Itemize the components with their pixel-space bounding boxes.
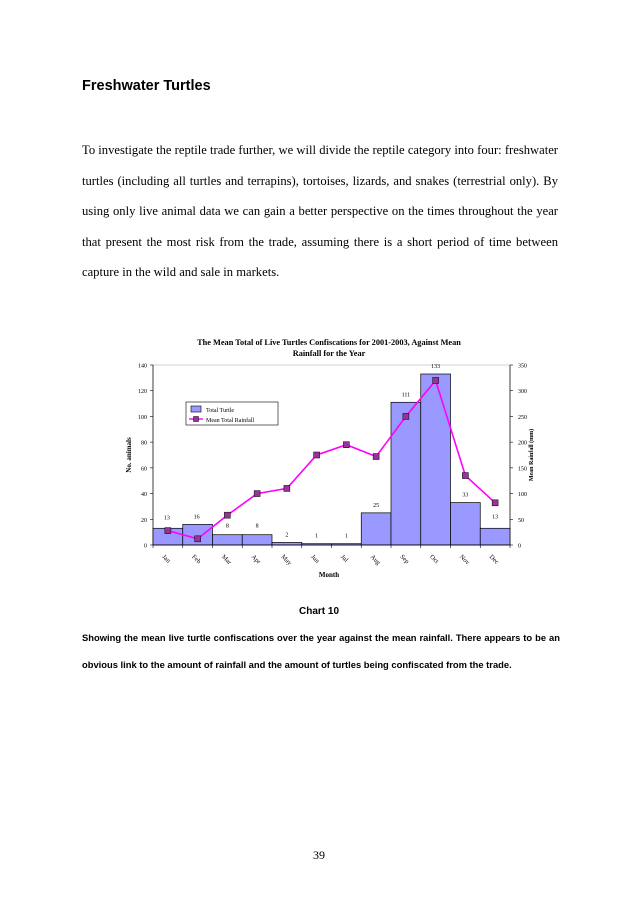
rainfall-marker [165,528,171,534]
bar-data-label: 1 [315,533,319,540]
rainfall-marker [433,377,439,383]
bar-data-label: 133 [431,364,441,370]
bar [272,542,302,545]
x-tick-label: Aug [368,553,382,567]
x-tick-label: Apr [249,553,262,566]
rainfall-marker [314,452,320,458]
bar-data-label: 33 [462,492,469,499]
bar [213,535,243,545]
bar-data-label: 13 [163,515,170,522]
legend-label-bars: Total Turtle [206,408,235,414]
y-tick-label-left: 60 [141,466,147,473]
chart-title-line2: Rainfall for the Year [292,349,366,358]
page-number: 39 [313,848,325,862]
x-tick-label: Jan [160,553,172,565]
chart-title: The Mean Total of Live Turtles Confiscations for 2001-2003, Against Mean [197,338,461,347]
rainfall-marker [403,413,409,419]
x-tick-label: Jul [338,553,350,564]
rainfall-marker [343,442,349,448]
rainfall-marker [373,454,379,460]
y-tick-label-left: 100 [138,414,147,421]
y-axis-title-right: Mean Rainfall (mm) [529,428,535,482]
rainfall-marker [224,512,230,518]
y-tick-label-left: 140 [138,363,147,370]
bar-data-label: 8 [255,523,259,530]
rainfall-marker [492,500,498,506]
y-tick-label-right: 50 [518,517,524,524]
y-tick-label-left: 120 [138,389,147,396]
x-tick-label: Jun [309,553,321,565]
rainfall-marker [195,536,201,542]
bar-data-label: 1 [344,533,348,540]
x-axis-title: Month [318,571,340,579]
y-tick-label-left: 80 [141,440,147,447]
bar [391,402,421,545]
bar-data-label: 8 [225,523,229,530]
chart-caption-text [82,624,560,678]
x-tick-label: Dec [487,553,501,566]
x-tick-label: Feb [190,553,203,566]
x-tick-label: Mar [219,553,233,567]
bar [361,513,391,545]
y-tick-label-left: 20 [141,517,147,524]
y-tick-label-right: 0 [518,543,521,550]
x-tick-label: Nov [457,553,471,567]
x-tick-label: Oct [428,553,440,566]
bar-data-label: 25 [373,502,380,509]
caption-paragraph: Showing the mean live turtle confiscations over the year against the mean rainfall. There appears to be an obvious link to the amount of rainfall and the amount of turtles being confiscated from the trade. [82,632,560,670]
rainfall-marker [284,485,290,491]
bar [480,528,510,545]
legend-label-line: Mean Total Rainfall [206,418,255,424]
y-tick-label-right: 300 [518,389,527,396]
y-tick-label-right: 250 [518,414,527,421]
legend-bar-swatch [191,406,201,412]
y-tick-label-left: 40 [141,492,147,499]
section-heading: Freshwater Turtles [82,78,211,94]
rainfall-marker [254,491,260,497]
y-tick-label-right: 350 [518,363,527,370]
paragraph-text: To investigate the reptile trade further, we will divide the reptile category into four: freshwater turtles (including all turtles and terrapins), tortoises, lizards, and snakes (terrestrial only). By using only live animal data we can gain a better perspective on the times throughout the year that present the most risk from the trade, assuming there is a short period of time between capture in the wild and sale in markets. [82,143,558,279]
bar [451,503,481,545]
x-tick-label: May [279,553,293,567]
rainfall-marker [462,473,468,479]
y-tick-label-right: 200 [518,440,527,447]
bar [421,374,451,545]
bar-data-label: 111 [401,392,411,399]
chart-caption-title: Chart 10 [298,606,339,617]
bar-data-label: 16 [193,514,200,521]
y-tick-label-right: 100 [518,492,527,499]
y-tick-label-right: 150 [518,466,527,473]
legend-marker-swatch [194,417,199,422]
x-tick-label: Sep [398,553,411,566]
y-tick-label-left: 0 [144,543,147,550]
bar [242,535,272,545]
bar-data-label: 2 [285,532,289,539]
bar-data-label: 13 [492,514,499,521]
y-axis-title-left: No. animals [125,437,133,473]
